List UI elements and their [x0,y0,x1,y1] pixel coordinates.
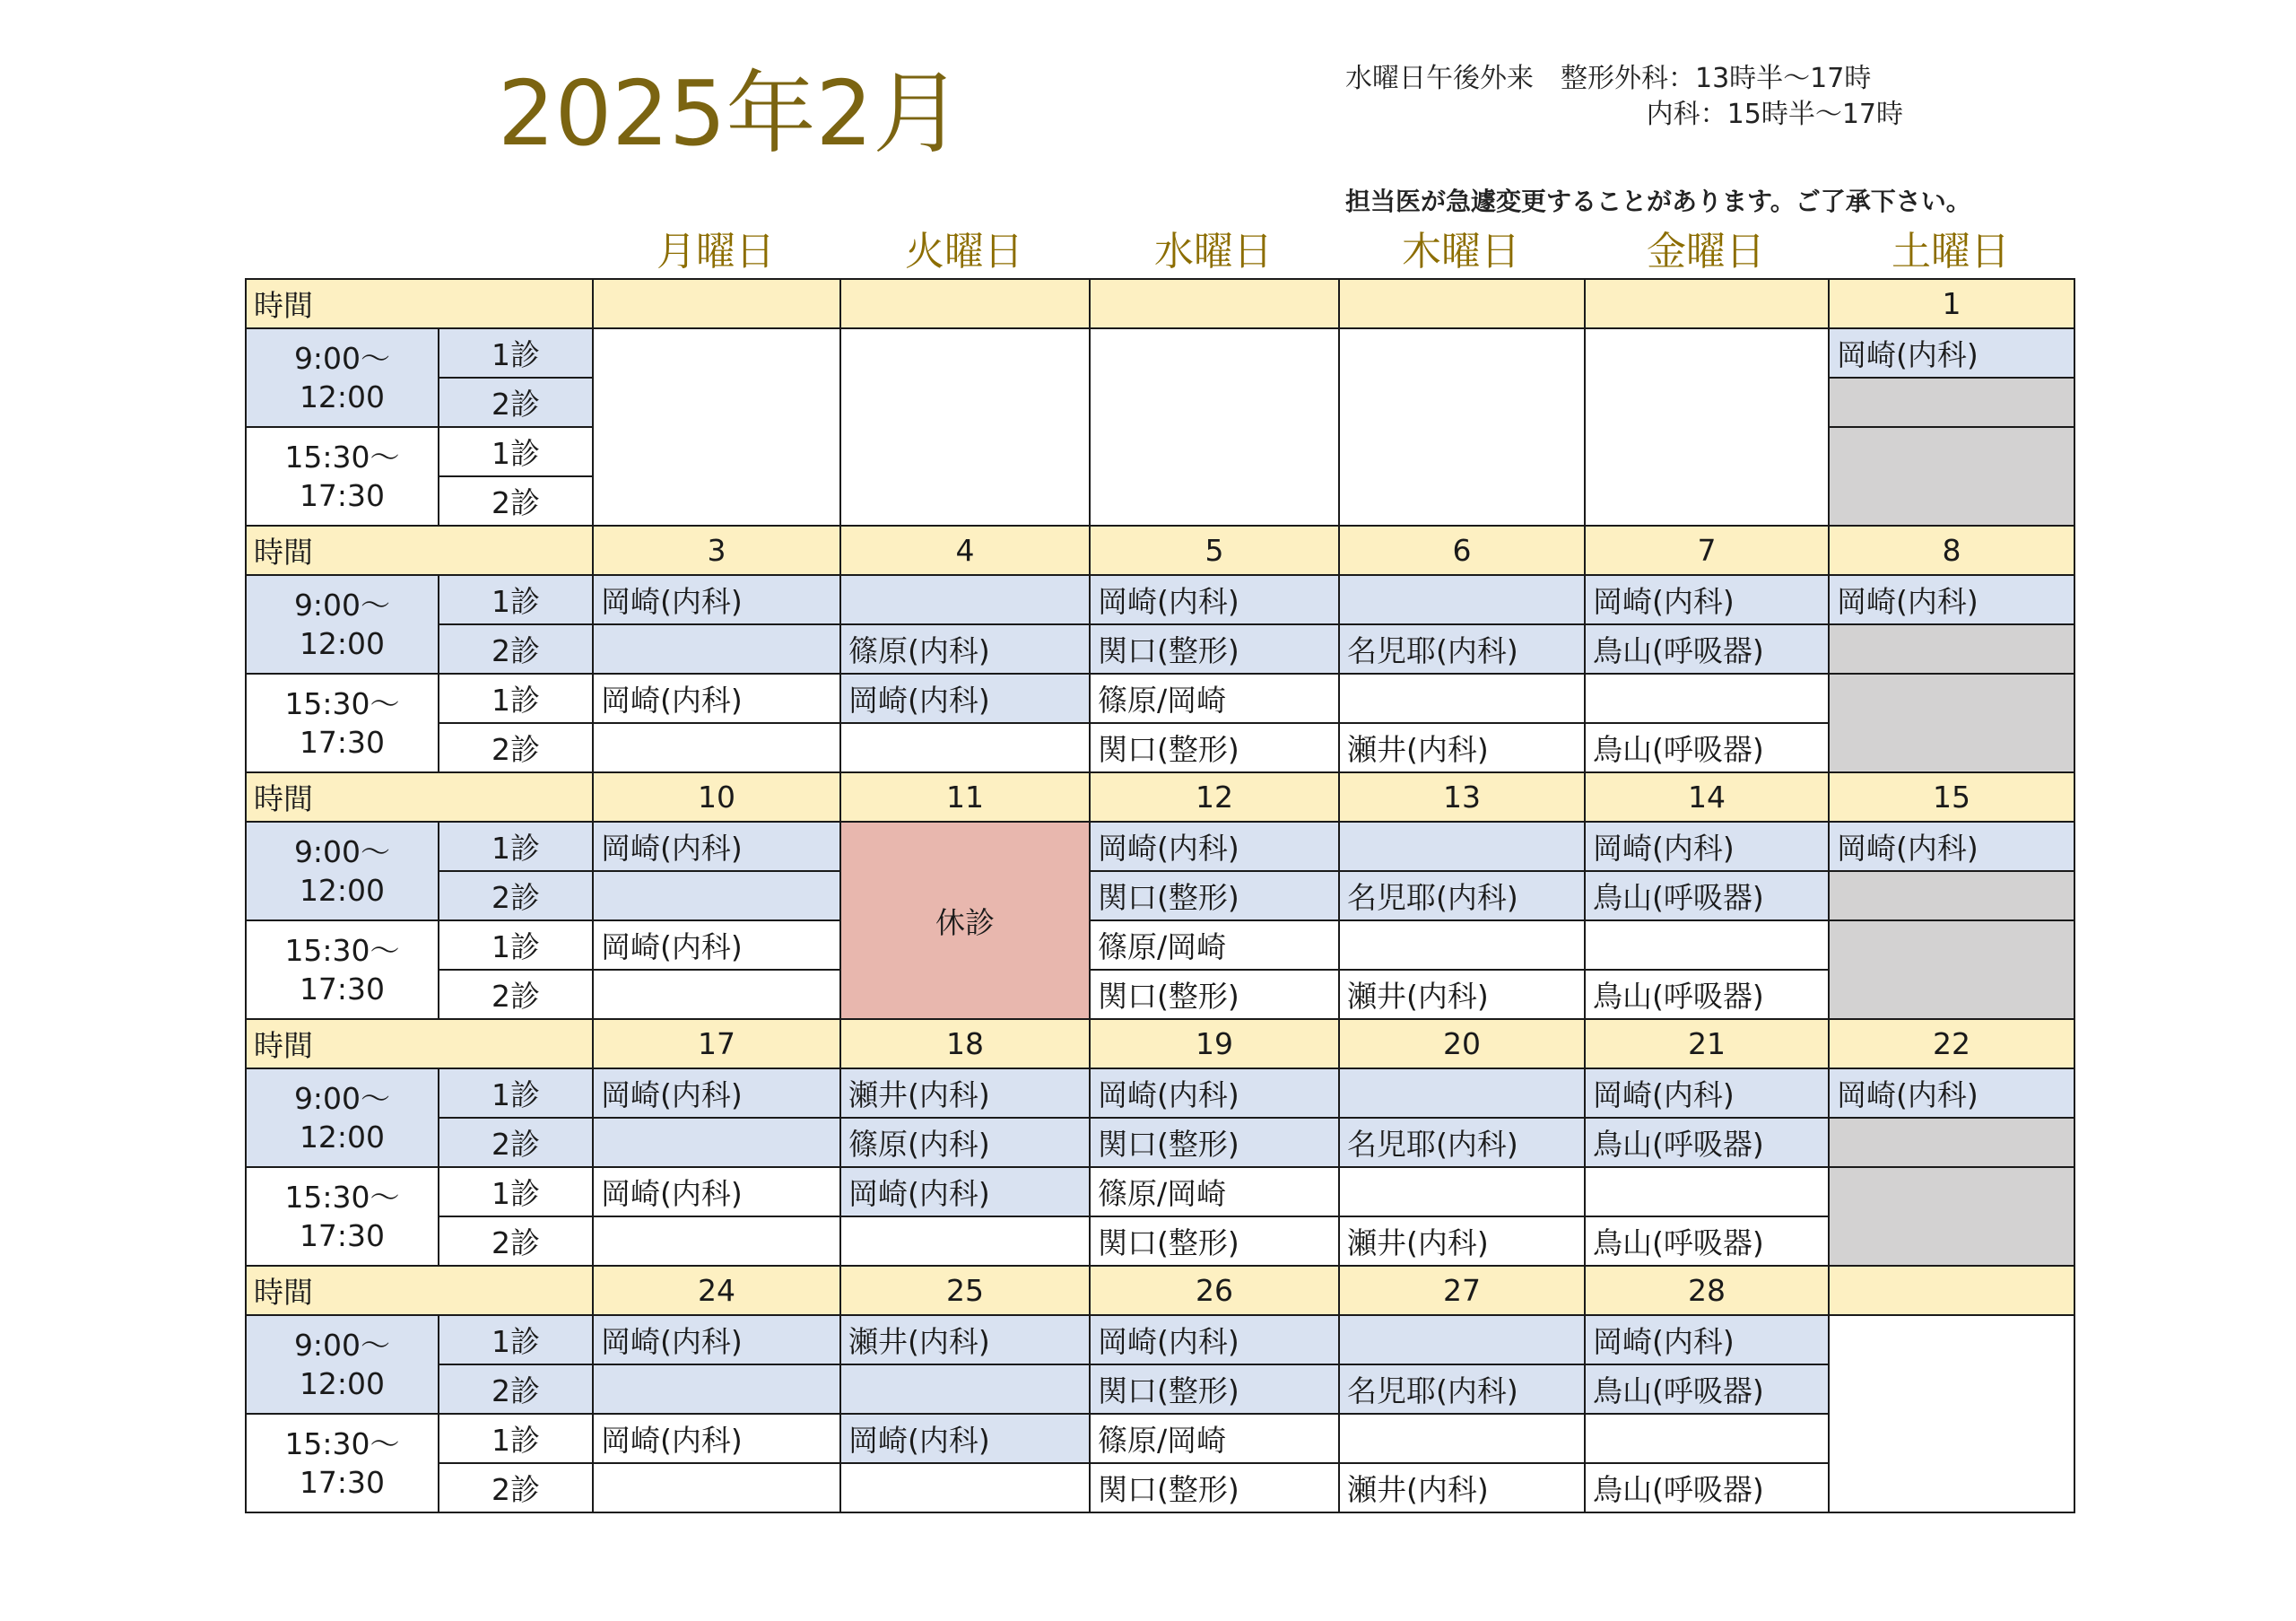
doctor-cell: 名児耶(内科) [1339,1118,1585,1167]
doctor-cell: 関口(整形) [1090,723,1339,772]
doctor-cell: 岡崎(内科) [1585,1315,1829,1364]
doctor-cell: 岡崎(内科) [1585,575,1829,624]
doctor-cell [1339,1068,1585,1118]
unavailable-cell [1829,871,2074,920]
doctor-cell: 岡崎(内科) [1585,822,1829,871]
date-cell-tue: 18 [840,1019,1090,1068]
doctor-cell: 岡崎(内科) [1090,822,1339,871]
doctor-cell [1339,1315,1585,1364]
week-header-row [246,1266,2074,1315]
doctor-cell [1339,575,1585,624]
empty-cell [1585,328,1829,526]
date-cell-mon [593,279,840,328]
session-label: 1診 [439,822,593,871]
doctor-cell [840,1463,1090,1512]
table-row [246,1315,2074,1364]
date-cell-fri: 7 [1585,526,1829,575]
time-header-label: 時間 [246,1019,593,1068]
session-label: 1診 [439,1167,593,1216]
session-label: 1診 [439,1068,593,1118]
table-row [246,970,2074,1019]
time-end: 12:00 [299,873,386,908]
time-start: 15:30～ [284,686,400,721]
doctor-cell [1585,1167,1829,1216]
weekday-fri: 金曜日 [1647,229,1765,275]
table-row [246,871,2074,920]
doctor-cell [1339,1414,1585,1463]
time-start: 9:00～ [293,588,391,623]
time-header-label: 時間 [246,1266,593,1315]
doctor-cell: 名児耶(内科) [1339,624,1585,674]
time-end: 17:30 [299,725,386,760]
session-label: 1診 [439,427,593,476]
session-label: 2診 [439,378,593,427]
session-label: 2診 [439,970,593,1019]
doctor-cell [1339,822,1585,871]
session-label: 1診 [439,920,593,970]
doctor-cell: 関口(整形) [1090,1118,1339,1167]
date-cell-tue: 11 [840,772,1090,822]
doctor-cell: 瀬井(内科) [1339,723,1585,772]
week-header-row [246,279,2074,328]
time-header-label: 時間 [246,526,593,575]
session-label: 2診 [439,476,593,526]
table-row [246,674,2074,723]
time-end: 12:00 [299,1366,386,1401]
time-start: 9:00～ [293,834,391,869]
table-row [246,328,2074,378]
session-label: 1診 [439,1315,593,1364]
unavailable-cell [1829,920,2074,1019]
table-row [246,723,2074,772]
time-end: 12:00 [299,1120,386,1155]
empty-cell [593,328,840,526]
session-label: 2診 [439,1118,593,1167]
table-row [246,1414,2074,1463]
doctor-cell [593,1364,840,1414]
time-start: 15:30～ [284,440,400,475]
time-start: 9:00～ [293,1328,391,1363]
doctor-cell: 岡崎(内科) [840,674,1090,723]
hours-line-1: 水曜日午後外来 整形外科：13時半～17時 [1345,63,1872,94]
doctor-cell: 瀬井(内科) [1339,1216,1585,1266]
doctor-cell: 篠原(内科) [840,1118,1090,1167]
session-label: 1診 [439,575,593,624]
doctor-cell [1585,674,1829,723]
week-header-row [246,772,2074,822]
date-cell-thu: 13 [1339,772,1585,822]
doctor-cell: 名児耶(内科) [1339,871,1585,920]
time-start: 15:30～ [284,933,400,968]
time-start: 15:30～ [284,1426,400,1461]
date-cell-thu [1339,279,1585,328]
doctor-cell: 関口(整形) [1090,970,1339,1019]
time-slot-morning [246,822,439,920]
doctor-cell [840,1364,1090,1414]
doctor-cell: 岡崎(内科) [1090,1315,1339,1364]
time-slot-afternoon [246,920,439,1019]
table-row [246,1068,2074,1118]
doctor-cell: 篠原(内科) [840,624,1090,674]
doctor-cell: 関口(整形) [1090,1364,1339,1414]
doctor-cell: 岡崎(内科) [1090,1068,1339,1118]
session-label: 2診 [439,871,593,920]
session-label: 2診 [439,624,593,674]
date-cell-sat: 15 [1829,772,2074,822]
doctor-cell [593,1118,840,1167]
page-title: 2025年2月 [498,61,963,166]
doctor-cell: 鳥山(呼吸器) [1585,1463,1829,1512]
date-cell-tue: 25 [840,1266,1090,1315]
doctor-cell [593,723,840,772]
time-end: 17:30 [299,1465,386,1500]
date-cell-tue [840,279,1090,328]
weekday-wed: 水曜日 [1154,229,1273,275]
date-cell-wed: 12 [1090,772,1339,822]
weekday-mon: 月曜日 [657,229,775,275]
time-end: 12:00 [299,379,386,414]
doctor-cell: 岡崎(内科) [593,1167,840,1216]
doctor-cell: 鳥山(呼吸器) [1585,1216,1829,1266]
date-cell-mon: 3 [593,526,840,575]
doctor-cell [840,1216,1090,1266]
table-row [246,822,2074,871]
doctor-cell: 岡崎(内科) [593,1414,840,1463]
time-header-label: 時間 [246,772,593,822]
empty-cell [1090,328,1339,526]
doctor-cell: 岡崎(内科) [593,822,840,871]
doctor-cell: 岡崎(内科) [593,674,840,723]
weekday-tue: 火曜日 [905,229,1023,275]
doctor-cell [593,871,840,920]
doctor-cell: 岡崎(内科) [1585,1068,1829,1118]
time-end: 17:30 [299,972,386,1007]
doctor-cell [593,970,840,1019]
time-start: 9:00～ [293,1081,391,1116]
time-end: 12:00 [299,626,386,661]
notice-text: 担当医が急遽変更することがあります。ご了承下さい。 [1345,187,1971,216]
unavailable-cell [1829,624,2074,674]
closed-cell: 休診 [840,822,1090,1019]
doctor-cell: 岡崎(内科) [593,575,840,624]
unavailable-cell [1829,427,2074,526]
empty-cell [1339,328,1585,526]
unavailable-cell [1829,1118,2074,1167]
time-slot-morning [246,1068,439,1167]
doctor-cell: 鳥山(呼吸器) [1585,970,1829,1019]
doctor-cell [840,723,1090,772]
table-row [246,575,2074,624]
doctor-cell: 名児耶(内科) [1339,1364,1585,1414]
doctor-cell [593,624,840,674]
doctor-cell: 瀬井(内科) [840,1315,1090,1364]
table-row [246,624,2074,674]
unavailable-cell [1829,378,2074,427]
session-label: 2診 [439,723,593,772]
session-label: 2診 [439,1364,593,1414]
date-cell-sat: 8 [1829,526,2074,575]
doctor-cell: 岡崎(内科) [840,1414,1090,1463]
date-cell-sat [1829,1266,2074,1315]
doctor-cell: 岡崎(内科) [1829,822,2074,871]
time-start: 9:00～ [293,341,391,376]
week-header-row [246,526,2074,575]
doctor-cell: 鳥山(呼吸器) [1585,723,1829,772]
date-cell-fri: 28 [1585,1266,1829,1315]
table-row [246,1364,2074,1414]
unavailable-cell [1829,1167,2074,1266]
doctor-cell: 岡崎(内科) [593,920,840,970]
date-cell-thu: 20 [1339,1019,1585,1068]
session-label: 1診 [439,1414,593,1463]
doctor-cell [1585,920,1829,970]
time-slot-afternoon [246,1414,439,1512]
empty-cell [840,328,1090,526]
doctor-cell: 岡崎(内科) [840,1167,1090,1216]
doctor-cell: 篠原/岡崎 [1090,920,1339,970]
time-slot-afternoon [246,1167,439,1266]
date-cell-wed [1090,279,1339,328]
date-cell-wed: 19 [1090,1019,1339,1068]
unavailable-cell [1829,674,2074,772]
time-slot-morning [246,575,439,674]
doctor-cell: 鳥山(呼吸器) [1585,1118,1829,1167]
doctor-cell: 岡崎(内科) [1829,328,2074,378]
date-cell-sat: 1 [1829,279,2074,328]
doctor-cell: 鳥山(呼吸器) [1585,1364,1829,1414]
doctor-cell: 岡崎(内科) [1829,1068,2074,1118]
hours-line-2: 内科：15時半～17時 [1646,99,1903,130]
time-slot-morning [246,328,439,427]
doctor-cell: 瀬井(内科) [1339,970,1585,1019]
table-row [246,1118,2074,1167]
time-slot-morning [246,1315,439,1414]
date-cell-tue: 4 [840,526,1090,575]
weekday-thu: 木曜日 [1402,229,1520,275]
doctor-cell [1585,1414,1829,1463]
date-cell-fri: 21 [1585,1019,1829,1068]
session-label: 2診 [439,1216,593,1266]
doctor-cell: 関口(整形) [1090,1216,1339,1266]
doctor-cell: 篠原/岡崎 [1090,1414,1339,1463]
time-end: 17:30 [299,1218,386,1253]
session-label: 1診 [439,674,593,723]
session-label: 1診 [439,328,593,378]
time-slot-afternoon [246,427,439,526]
date-cell-mon: 24 [593,1266,840,1315]
doctor-cell: 関口(整形) [1090,1463,1339,1512]
empty-cell [1829,1315,2074,1512]
session-label: 2診 [439,1463,593,1512]
date-cell-wed: 5 [1090,526,1339,575]
doctor-cell: 関口(整形) [1090,871,1339,920]
date-cell-mon: 17 [593,1019,840,1068]
date-cell-thu: 6 [1339,526,1585,575]
date-cell-fri: 14 [1585,772,1829,822]
date-cell-mon: 10 [593,772,840,822]
doctor-cell: 鳥山(呼吸器) [1585,871,1829,920]
time-header-label: 時間 [246,279,593,328]
table-row [246,1167,2074,1216]
doctor-cell: 岡崎(内科) [1829,575,2074,624]
date-cell-fri [1585,279,1829,328]
doctor-cell [1339,920,1585,970]
doctor-cell: 篠原/岡崎 [1090,1167,1339,1216]
doctor-cell [840,575,1090,624]
doctor-cell [1339,674,1585,723]
doctor-cell [593,1216,840,1266]
schedule-table [245,278,2075,1513]
doctor-cell [593,1463,840,1512]
time-start: 15:30～ [284,1180,400,1215]
table-row [246,920,2074,970]
doctor-cell: 岡崎(内科) [593,1315,840,1364]
time-end: 17:30 [299,478,386,513]
week-header-row [246,1019,2074,1068]
time-slot-afternoon [246,674,439,772]
table-row [246,1216,2074,1266]
doctor-cell: 鳥山(呼吸器) [1585,624,1829,674]
doctor-cell [1339,1167,1585,1216]
doctor-cell: 篠原/岡崎 [1090,674,1339,723]
date-cell-wed: 26 [1090,1266,1339,1315]
weekday-sat: 土曜日 [1892,229,2010,275]
doctor-cell: 瀬井(内科) [840,1068,1090,1118]
doctor-cell: 関口(整形) [1090,624,1339,674]
date-cell-sat: 22 [1829,1019,2074,1068]
date-cell-thu: 27 [1339,1266,1585,1315]
doctor-cell: 瀬井(内科) [1339,1463,1585,1512]
table-row [246,1463,2074,1512]
doctor-cell: 岡崎(内科) [1090,575,1339,624]
doctor-cell: 岡崎(内科) [593,1068,840,1118]
